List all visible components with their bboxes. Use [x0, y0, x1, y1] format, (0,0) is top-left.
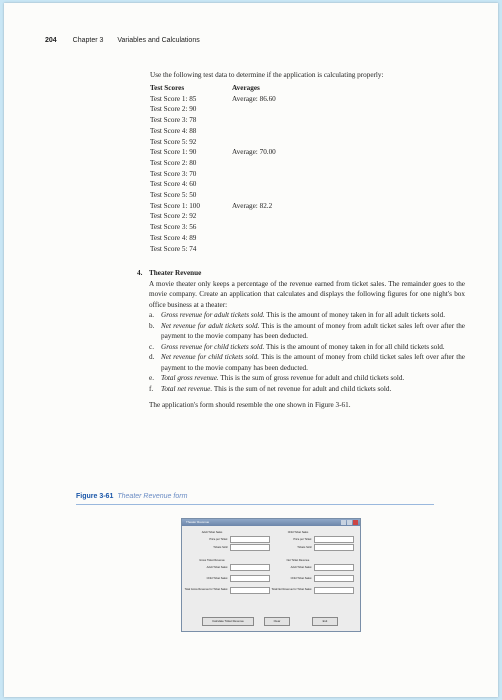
net-group-label: Net Ticket Revenue	[286, 559, 310, 562]
table-row	[150, 222, 276, 233]
score-cell: Test Score 2: 80	[150, 158, 197, 167]
score-cell: Test Score 4: 89	[150, 233, 197, 242]
item-term: Total gross revenue.	[161, 374, 219, 382]
table-row	[150, 190, 276, 201]
total-gross-label: Total Gross Revenue for Ticket Sales:	[184, 588, 228, 591]
list-item	[149, 342, 465, 353]
form-window-title: Theater Revenue	[186, 520, 210, 524]
col-header-test-scores: Test Scores	[150, 84, 185, 92]
exercise-number: 4.	[137, 269, 143, 277]
average-cell: Average: 86.60	[232, 94, 276, 103]
exercise-title: Theater Revenue	[149, 269, 202, 277]
exit-button[interactable]: Exit	[312, 617, 338, 626]
score-cell: Test Score 2: 90	[150, 105, 197, 114]
child-sold-label: Tickets Sold:	[297, 546, 312, 549]
score-cell: Test Score 1: 85	[150, 94, 197, 103]
child-group-label: Child Ticket Sales	[287, 531, 309, 534]
total-net-output	[314, 587, 354, 594]
chapter-label: Chapter 3	[72, 37, 104, 44]
item-letter: c.	[149, 342, 154, 351]
item-text: This is the amount of money from child ticket sales left over after the payment to the movie company has been deducted.	[161, 353, 465, 372]
table-row	[150, 201, 276, 212]
gross-group-label: Gross Ticket Revenue	[199, 559, 225, 562]
page-number: 204	[45, 37, 57, 44]
item-text: This is the sum of net revenue for adult and child tickets sold.	[212, 384, 392, 393]
item-term: Net revenue for child tickets sold.	[161, 353, 260, 361]
table-row	[150, 244, 276, 255]
score-cell: Test Score 4: 88	[150, 126, 197, 135]
figure-rule	[76, 504, 434, 505]
exercise-theater-revenue	[137, 268, 465, 411]
net-child-output	[314, 575, 354, 582]
list-item	[149, 352, 465, 373]
closing-sentence: The application's form should resemble the one shown in Figure 3-61.	[149, 401, 351, 409]
item-letter: e.	[149, 374, 154, 382]
child-sold-input[interactable]	[314, 544, 354, 551]
list-item	[149, 310, 465, 321]
table-row	[150, 104, 276, 115]
total-net-label: Total Net Revenue for Ticket Sales:	[271, 588, 312, 591]
list-item	[149, 321, 465, 342]
net-adult-label: Adult Ticket Sales:	[290, 566, 312, 569]
figure-title: Theater Revenue form	[117, 493, 188, 500]
score-cell: Test Score 5: 50	[150, 191, 197, 200]
clear-button[interactable]: Clear	[264, 617, 290, 626]
test-scores-table	[150, 83, 276, 254]
net-adult-output	[314, 564, 354, 571]
adult-sold-label: Tickets Sold:	[213, 546, 228, 549]
exercise-description: A movie theater only keeps a percentage of the revenue earned from ticket sales. The remainder goes to the movie company. Create an application that calculates and displays the following figures for one night's box office business at a theater:	[149, 279, 465, 309]
theater-revenue-form	[181, 518, 361, 632]
adult-price-label: Price per Ticket:	[209, 538, 228, 541]
child-price-input[interactable]	[314, 536, 354, 543]
total-gross-output	[230, 587, 270, 594]
item-letter: a.	[149, 311, 154, 319]
item-term: Gross revenue for adult tickets sold.	[161, 311, 265, 319]
score-cell: Test Score 5: 74	[150, 244, 197, 253]
item-text: This is the amount of money from adult ticket sales left over after the payment to the movie company has been deducted.	[161, 321, 465, 340]
form-title-bar	[182, 519, 360, 526]
adult-sold-input[interactable]	[230, 544, 270, 551]
score-cell: Test Score 1: 100	[150, 201, 200, 210]
adult-price-input[interactable]	[230, 536, 270, 543]
close-icon[interactable]	[353, 520, 358, 525]
score-cell: Test Score 3: 70	[150, 169, 197, 178]
table-row	[150, 115, 276, 126]
table-row	[150, 94, 276, 105]
score-cell: Test Score 3: 78	[150, 116, 197, 125]
table-row	[150, 126, 276, 137]
net-child-label: Child Ticket Sales:	[290, 577, 312, 580]
table-row	[150, 147, 276, 158]
item-term: Net revenue for adult tickets sold.	[161, 321, 260, 330]
running-header	[45, 37, 200, 44]
gross-adult-label: Adult Ticket Sales:	[206, 566, 228, 569]
gross-adult-output	[230, 564, 270, 571]
exercise-heading	[137, 268, 465, 279]
table-header-row	[150, 83, 276, 94]
window-controls	[341, 520, 358, 525]
table-row	[150, 137, 276, 148]
calculate-button[interactable]: Calculate Ticket Revenue	[202, 617, 254, 626]
score-cell: Test Score 5: 92	[150, 137, 197, 146]
table-row	[150, 158, 276, 169]
figure-label: Figure 3-61	[76, 493, 114, 500]
child-price-label: Price per Ticket:	[293, 538, 312, 541]
test-data-intro: Use the following test data to determine if the application is calculating properly:	[150, 71, 384, 79]
item-text: This is the sum of gross revenue for adult and child tickets sold.	[218, 374, 405, 382]
score-cell: Test Score 2: 92	[150, 212, 197, 221]
score-cell: Test Score 3: 56	[150, 223, 197, 232]
minimize-icon[interactable]	[341, 520, 346, 525]
item-letter: d.	[149, 353, 155, 361]
item-term: Total net revenue.	[161, 384, 213, 393]
adult-group-label: Adult Ticket Sales	[201, 531, 223, 534]
score-cell: Test Score 1: 90	[150, 148, 197, 157]
table-row	[150, 179, 276, 190]
item-term: Gross revenue for child tickets sold.	[161, 342, 265, 351]
table-row	[150, 169, 276, 180]
gross-child-output	[230, 575, 270, 582]
score-cell: Test Score 4: 60	[150, 180, 197, 189]
average-cell: Average: 82.2	[232, 201, 273, 210]
figure-caption	[76, 493, 187, 500]
table-row	[150, 233, 276, 244]
item-letter: b.	[149, 321, 155, 330]
item-letter: f.	[149, 384, 154, 393]
gross-child-label: Child Ticket Sales:	[206, 577, 228, 580]
table-row	[150, 211, 276, 222]
maximize-icon[interactable]	[347, 520, 352, 525]
book-page	[4, 3, 498, 697]
item-text: This is the amount of money taken in for all child tickets sold.	[264, 342, 445, 351]
list-item	[149, 384, 465, 395]
list-item	[149, 373, 465, 384]
chapter-title: Variables and Calculations	[117, 37, 200, 44]
col-header-averages: Averages	[232, 84, 260, 92]
average-cell: Average: 70.00	[232, 148, 276, 157]
item-text: This is the amount of money taken in for all adult tickets sold.	[264, 311, 445, 319]
